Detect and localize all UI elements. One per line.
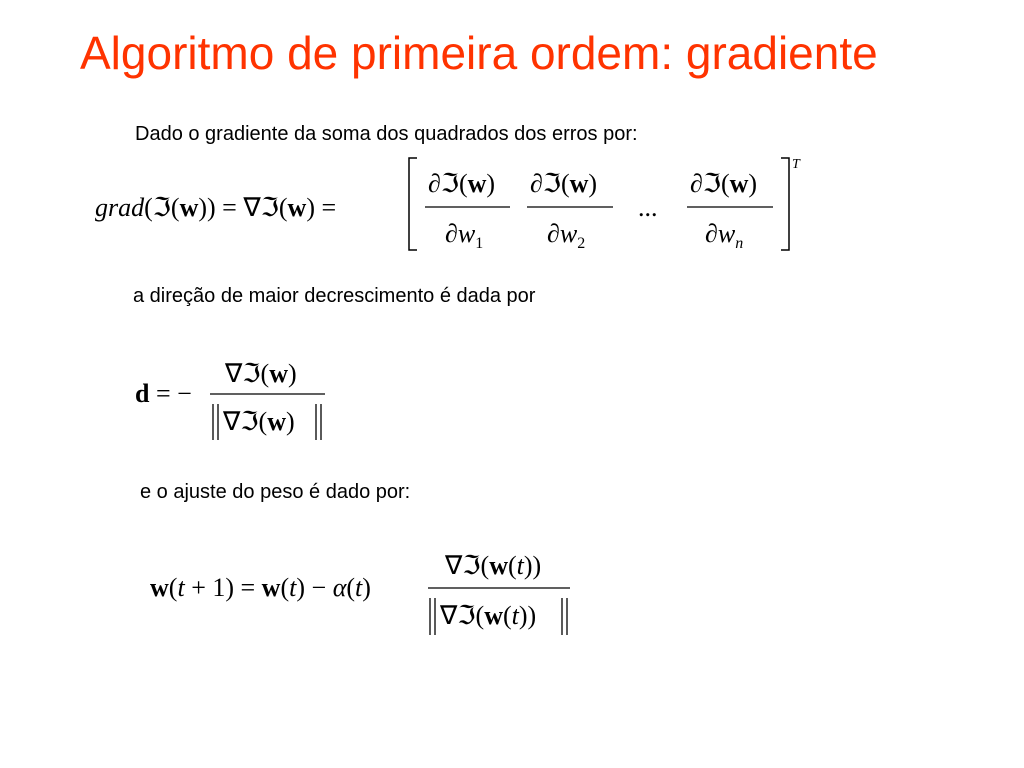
- left-bracket: [409, 158, 417, 250]
- term1-numerator: ∂ℑ(w): [428, 169, 496, 198]
- direction-text: a direção de maior decrescimento é dada por: [133, 285, 536, 307]
- termn-numerator: ∂ℑ(w): [690, 169, 758, 198]
- ellipsis: ...: [638, 193, 658, 222]
- gradient-equation: [95, 150, 815, 267]
- right-bracket: [781, 158, 789, 250]
- transpose-superscript: T: [792, 157, 800, 172]
- term2-numerator: ∂ℑ(w): [530, 169, 598, 198]
- gradient-lhs: grad(ℑ(w)) = ∇ℑ(w) =: [95, 193, 337, 222]
- direction-numerator: ∇ℑ(w): [225, 359, 297, 388]
- direction-equation: [135, 348, 355, 455]
- term1-denominator: $\partial w_1$: [445, 219, 484, 252]
- termn-denominator: $\partial w_n$: [705, 219, 744, 252]
- update-text: e o ajuste do peso é dado por:: [140, 481, 411, 503]
- intro-text: Dado o gradiente da soma dos quadrados dos erros por:: [135, 123, 638, 145]
- update-equation: [150, 540, 590, 652]
- update-denominator: ∇ℑ(w(t)): [440, 601, 537, 630]
- update-lhs: w(t + 1) = w(t) − α(t): [150, 573, 371, 602]
- update-numerator: ∇ℑ(w(t)): [445, 551, 542, 580]
- direction-lhs: d = −: [135, 379, 192, 408]
- direction-denominator: ∇ℑ(w): [223, 407, 295, 436]
- slide-title: Algoritmo de primeira ordem: gradiente: [80, 27, 878, 79]
- term2-denominator: $\partial w_2$: [547, 219, 586, 252]
